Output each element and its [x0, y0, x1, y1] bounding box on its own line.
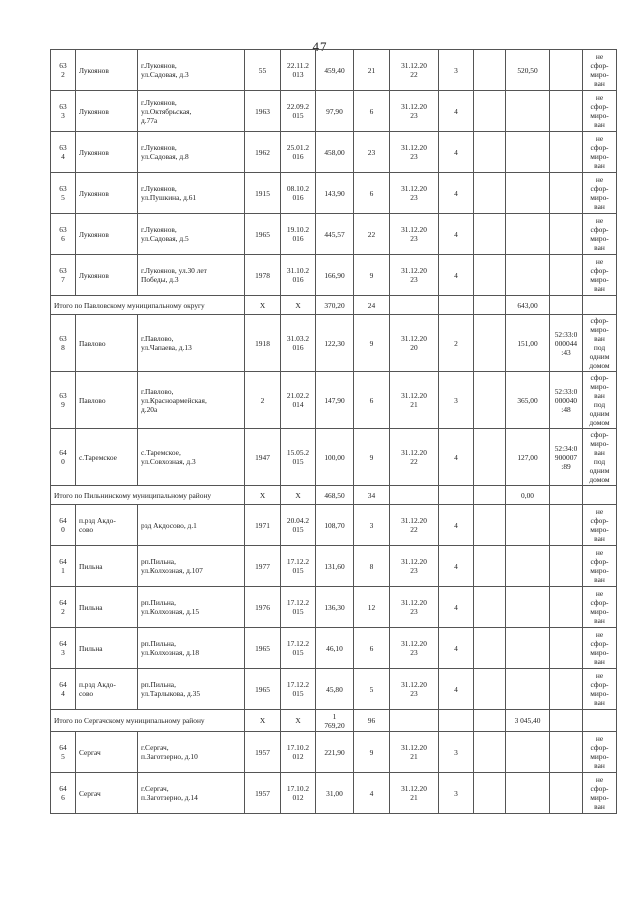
- cell-land-status: не сфор- миро- ван: [583, 546, 617, 587]
- cell-area: 46,10: [316, 628, 354, 669]
- cell-date-recognized: 17.12.2 015: [281, 587, 316, 628]
- cell-land-status: сфор- миро- ван под одним домом: [583, 315, 617, 372]
- cell-cadastral-number: [550, 773, 583, 814]
- cell-residents: 8: [354, 546, 390, 587]
- cell-stage: 3: [439, 773, 474, 814]
- cell-stage: 3: [439, 732, 474, 773]
- cell-relocation-date: 31.12.20 23: [390, 587, 439, 628]
- cell-row-number: 64 2: [51, 587, 76, 628]
- cell-date-recognized: 31.10.2 016: [281, 255, 316, 296]
- cell-stage: 4: [439, 546, 474, 587]
- cell-relocation-date: 31.12.20 21: [390, 732, 439, 773]
- cell-land-area: 520,50: [506, 50, 550, 91]
- cell-cadastral-number: [550, 628, 583, 669]
- cell-residents: 9: [354, 315, 390, 372]
- cell-stage: 3: [439, 372, 474, 429]
- cell-settlement: п.рзд Акдо- сово: [76, 669, 138, 710]
- table-row: [51, 429, 617, 486]
- cell-residents: 5: [354, 669, 390, 710]
- cell-stage: 4: [439, 91, 474, 132]
- cell-x-mark: Х: [245, 710, 281, 732]
- cell-relocation-date: 31.12.20 23: [390, 669, 439, 710]
- cell-blank: [583, 296, 617, 315]
- table-row: [51, 255, 617, 296]
- cell-year-built: 55: [245, 50, 281, 91]
- cell-stage: 4: [439, 628, 474, 669]
- cell-x-mark: Х: [281, 486, 316, 505]
- cell-blank: [439, 296, 474, 315]
- cell-area: 131,60: [316, 546, 354, 587]
- cell-total-area: 370,20: [316, 296, 354, 315]
- cell-land-area: [506, 132, 550, 173]
- cell-reserved: [474, 732, 506, 773]
- cell-settlement: Пильна: [76, 587, 138, 628]
- cell-date-recognized: 31.03.2 016: [281, 315, 316, 372]
- cell-land-area: [506, 173, 550, 214]
- cell-address: рзд Акдосово, д.1: [138, 505, 245, 546]
- cell-land-status: не сфор- миро- ван: [583, 255, 617, 296]
- cell-area: 458,00: [316, 132, 354, 173]
- cell-row-number: 63 9: [51, 372, 76, 429]
- cell-area: 459,40: [316, 50, 354, 91]
- cell-relocation-date: 31.12.20 23: [390, 628, 439, 669]
- cell-land-status: не сфор- миро- ван: [583, 50, 617, 91]
- cell-land-area: [506, 214, 550, 255]
- cell-relocation-date: 31.12.20 23: [390, 214, 439, 255]
- cell-settlement: Лукоянов: [76, 173, 138, 214]
- total-row: [51, 296, 617, 315]
- cell-row-number: 63 3: [51, 91, 76, 132]
- cell-land-status: сфор- миро- ван под одним домом: [583, 372, 617, 429]
- cell-residents: 6: [354, 628, 390, 669]
- cell-residents: 3: [354, 505, 390, 546]
- cell-date-recognized: 25.01.2 016: [281, 132, 316, 173]
- cell-address: г.Павлово, ул.Чапаева, д.13: [138, 315, 245, 372]
- cell-residents: 12: [354, 587, 390, 628]
- cell-relocation-date: 31.12.20 22: [390, 505, 439, 546]
- table-row: [51, 587, 617, 628]
- cell-date-recognized: 17.12.2 015: [281, 546, 316, 587]
- cell-settlement: Сергач: [76, 773, 138, 814]
- cell-relocation-date: 31.12.20 23: [390, 91, 439, 132]
- cell-row-number: 63 8: [51, 315, 76, 372]
- cell-reserved: [474, 505, 506, 546]
- cell-blank: [390, 486, 439, 505]
- cell-total-area: 1 769,20: [316, 710, 354, 732]
- cell-reserved: [474, 132, 506, 173]
- table-row: [51, 546, 617, 587]
- cell-address: г.Сергач, п.Заготзерно, д.14: [138, 773, 245, 814]
- cell-relocation-date: 31.12.20 23: [390, 173, 439, 214]
- cell-settlement: Пильна: [76, 628, 138, 669]
- cell-total-land-area: 3 045,40: [506, 710, 550, 732]
- cell-settlement: Пильна: [76, 546, 138, 587]
- cell-cadastral-number: [550, 505, 583, 546]
- cell-stage: 4: [439, 587, 474, 628]
- cell-cadastral-number: [550, 132, 583, 173]
- cell-year-built: 1965: [245, 669, 281, 710]
- cell-land-area: 151,00: [506, 315, 550, 372]
- table-row: [51, 669, 617, 710]
- table-row: [51, 505, 617, 546]
- cell-reserved: [474, 669, 506, 710]
- table-row: [51, 50, 617, 91]
- cell-blank: [474, 486, 506, 505]
- cell-address: г.Сергач, п.Заготзерно, д.10: [138, 732, 245, 773]
- cell-total-land-area: 0,00: [506, 486, 550, 505]
- cell-land-area: [506, 255, 550, 296]
- cell-year-built: 1957: [245, 773, 281, 814]
- cell-relocation-date: 31.12.20 21: [390, 773, 439, 814]
- cell-stage: 4: [439, 214, 474, 255]
- cell-settlement: Лукоянов: [76, 91, 138, 132]
- cell-year-built: 1965: [245, 628, 281, 669]
- cell-x-mark: Х: [245, 296, 281, 315]
- cell-blank: [550, 710, 583, 732]
- cell-date-recognized: 17.10.2 012: [281, 773, 316, 814]
- cell-cadastral-number: 52:33:0 000040 :48: [550, 372, 583, 429]
- cell-land-area: [506, 546, 550, 587]
- cell-x-mark: Х: [245, 486, 281, 505]
- cell-reserved: [474, 173, 506, 214]
- cell-settlement: Сергач: [76, 732, 138, 773]
- cell-x-mark: Х: [281, 296, 316, 315]
- cell-area: 108,70: [316, 505, 354, 546]
- cell-date-recognized: 20.04.2 015: [281, 505, 316, 546]
- cell-stage: 4: [439, 173, 474, 214]
- cell-total-residents: 96: [354, 710, 390, 732]
- cell-land-status: не сфор- миро- ван: [583, 505, 617, 546]
- cell-blank: [550, 486, 583, 505]
- cell-residents: 9: [354, 732, 390, 773]
- cell-date-recognized: 17.10.2 012: [281, 732, 316, 773]
- cell-year-built: 1915: [245, 173, 281, 214]
- cell-relocation-date: 31.12.20 22: [390, 50, 439, 91]
- cell-address: рп.Пильна, ул.Колхозная, д.107: [138, 546, 245, 587]
- cell-reserved: [474, 372, 506, 429]
- cell-reserved: [474, 546, 506, 587]
- cell-settlement: Лукоянов: [76, 50, 138, 91]
- cell-land-status: не сфор- миро- ван: [583, 214, 617, 255]
- cell-stage: 3: [439, 50, 474, 91]
- cell-address: рп.Пильна, ул.Колхозная, д.18: [138, 628, 245, 669]
- cell-land-status: не сфор- миро- ван: [583, 669, 617, 710]
- cell-blank: [474, 296, 506, 315]
- cell-reserved: [474, 773, 506, 814]
- cell-land-status: не сфор- миро- ван: [583, 173, 617, 214]
- cell-x-mark: Х: [281, 710, 316, 732]
- cell-address: г.Лукоянов, ул.Пушкина, д.61: [138, 173, 245, 214]
- cell-reserved: [474, 315, 506, 372]
- cell-land-area: [506, 505, 550, 546]
- cell-land-area: [506, 91, 550, 132]
- cell-cadastral-number: [550, 214, 583, 255]
- cell-address: г.Лукоянов, ул.Садовая, д.5: [138, 214, 245, 255]
- register-body: [51, 50, 617, 814]
- cell-year-built: 1965: [245, 214, 281, 255]
- cell-year-built: 1947: [245, 429, 281, 486]
- cell-settlement: Лукоянов: [76, 255, 138, 296]
- cell-address: г.Лукоянов, ул.Октябрьская, д.77а: [138, 91, 245, 132]
- cell-residents: 6: [354, 173, 390, 214]
- cell-blank: [390, 296, 439, 315]
- cell-relocation-date: 31.12.20 23: [390, 132, 439, 173]
- cell-year-built: 2: [245, 372, 281, 429]
- table-row: [51, 628, 617, 669]
- cell-date-recognized: 17.12.2 015: [281, 669, 316, 710]
- cell-address: г.Лукоянов, ул.Садовая, д.3: [138, 50, 245, 91]
- cell-year-built: 1963: [245, 91, 281, 132]
- cell-land-area: [506, 587, 550, 628]
- cell-cadastral-number: [550, 173, 583, 214]
- table-row: [51, 132, 617, 173]
- cell-blank: [439, 486, 474, 505]
- cell-area: 97,90: [316, 91, 354, 132]
- cell-year-built: 1976: [245, 587, 281, 628]
- cell-residents: 9: [354, 255, 390, 296]
- cell-date-recognized: 15.05.2 015: [281, 429, 316, 486]
- cell-year-built: 1957: [245, 732, 281, 773]
- table-row: [51, 315, 617, 372]
- cell-row-number: 64 6: [51, 773, 76, 814]
- cell-row-number: 63 6: [51, 214, 76, 255]
- cell-land-area: [506, 628, 550, 669]
- cell-residents: 21: [354, 50, 390, 91]
- cell-row-number: 63 4: [51, 132, 76, 173]
- cell-land-area: [506, 773, 550, 814]
- cell-row-number: 64 0: [51, 505, 76, 546]
- cell-reserved: [474, 628, 506, 669]
- cell-area: 221,90: [316, 732, 354, 773]
- cell-blank: [390, 710, 439, 732]
- cell-cadastral-number: 52:33:0 000044 :43: [550, 315, 583, 372]
- cell-stage: 2: [439, 315, 474, 372]
- cell-area: 122,30: [316, 315, 354, 372]
- cell-relocation-date: 31.12.20 21: [390, 372, 439, 429]
- cell-year-built: 1918: [245, 315, 281, 372]
- cell-area: 147,90: [316, 372, 354, 429]
- cell-blank: [439, 710, 474, 732]
- cell-total-land-area: 643,00: [506, 296, 550, 315]
- cell-row-number: 64 5: [51, 732, 76, 773]
- cell-date-recognized: 08.10.2 016: [281, 173, 316, 214]
- cell-land-status: не сфор- миро- ван: [583, 773, 617, 814]
- cell-residents: 6: [354, 91, 390, 132]
- cell-row-number: 64 1: [51, 546, 76, 587]
- cell-cadastral-number: [550, 50, 583, 91]
- cell-blank: [474, 710, 506, 732]
- cell-cadastral-number: [550, 546, 583, 587]
- cell-cadastral-number: [550, 732, 583, 773]
- cell-date-recognized: 17.12.2 015: [281, 628, 316, 669]
- cell-land-status: не сфор- миро- ван: [583, 628, 617, 669]
- table-row: [51, 773, 617, 814]
- cell-year-built: 1962: [245, 132, 281, 173]
- cell-total-area: 468,50: [316, 486, 354, 505]
- total-label: Итого по Сергачскому муниципальному району: [51, 710, 245, 732]
- cell-land-area: 127,00: [506, 429, 550, 486]
- cell-relocation-date: 31.12.20 23: [390, 255, 439, 296]
- cell-relocation-date: 31.12.20 20: [390, 315, 439, 372]
- cell-cadastral-number: [550, 669, 583, 710]
- cell-row-number: 63 2: [51, 50, 76, 91]
- cell-stage: 4: [439, 505, 474, 546]
- cell-cadastral-number: [550, 91, 583, 132]
- cell-reserved: [474, 429, 506, 486]
- cell-date-recognized: 22.09.2 015: [281, 91, 316, 132]
- cell-date-recognized: 19.10.2 016: [281, 214, 316, 255]
- cell-blank: [583, 486, 617, 505]
- cell-land-area: [506, 732, 550, 773]
- total-label: Итого по Павловскому муниципальному округу: [51, 296, 245, 315]
- cell-blank: [583, 710, 617, 732]
- cell-land-status: не сфор- миро- ван: [583, 91, 617, 132]
- cell-address: рп.Пильна, ул.Тарлыкова, д.35: [138, 669, 245, 710]
- table-row: [51, 91, 617, 132]
- cell-residents: 6: [354, 372, 390, 429]
- table-row: [51, 732, 617, 773]
- cell-cadastral-number: [550, 255, 583, 296]
- cell-area: 166,90: [316, 255, 354, 296]
- cell-address: г.Павлово, ул.Красноармейская, д.20а: [138, 372, 245, 429]
- cell-land-status: не сфор- миро- ван: [583, 587, 617, 628]
- cell-stage: 4: [439, 132, 474, 173]
- cell-area: 445,57: [316, 214, 354, 255]
- total-row: [51, 486, 617, 505]
- cell-year-built: 1977: [245, 546, 281, 587]
- cell-row-number: 64 4: [51, 669, 76, 710]
- cell-settlement: п.рзд Акдо- сово: [76, 505, 138, 546]
- housing-register-table: [50, 49, 617, 814]
- table-row: [51, 372, 617, 429]
- cell-stage: 4: [439, 669, 474, 710]
- cell-reserved: [474, 587, 506, 628]
- cell-address: г.Лукоянов, ул.Садовая, д.8: [138, 132, 245, 173]
- cell-area: 45,80: [316, 669, 354, 710]
- cell-settlement: Павлово: [76, 315, 138, 372]
- cell-relocation-date: 31.12.20 23: [390, 546, 439, 587]
- cell-settlement: с.Таремское: [76, 429, 138, 486]
- cell-cadastral-number: 52:34:0 900007 :89: [550, 429, 583, 486]
- cell-year-built: 1978: [245, 255, 281, 296]
- cell-row-number: 64 3: [51, 628, 76, 669]
- cell-total-residents: 34: [354, 486, 390, 505]
- total-row: [51, 710, 617, 732]
- cell-land-status: не сфор- миро- ван: [583, 732, 617, 773]
- cell-land-area: [506, 669, 550, 710]
- cell-residents: 4: [354, 773, 390, 814]
- cell-stage: 4: [439, 255, 474, 296]
- cell-area: 143,90: [316, 173, 354, 214]
- cell-reserved: [474, 214, 506, 255]
- cell-residents: 22: [354, 214, 390, 255]
- cell-settlement: Лукоянов: [76, 132, 138, 173]
- page-number: 47: [312, 39, 328, 54]
- cell-address: рп.Пильна, ул.Колхозная, д.15: [138, 587, 245, 628]
- cell-row-number: 63 7: [51, 255, 76, 296]
- cell-total-residents: 24: [354, 296, 390, 315]
- table-row: [51, 173, 617, 214]
- cell-reserved: [474, 50, 506, 91]
- cell-year-built: 1971: [245, 505, 281, 546]
- cell-row-number: 64 0: [51, 429, 76, 486]
- cell-land-area: 365,00: [506, 372, 550, 429]
- cell-land-status: не сфор- миро- ван: [583, 132, 617, 173]
- cell-stage: 4: [439, 429, 474, 486]
- cell-reserved: [474, 255, 506, 296]
- cell-address: г.Лукоянов, ул.30 лет Победы, д.3: [138, 255, 245, 296]
- cell-settlement: Павлово: [76, 372, 138, 429]
- cell-date-recognized: 21.02.2 014: [281, 372, 316, 429]
- total-label: Итого по Пильнинскому муниципальному району: [51, 486, 245, 505]
- cell-row-number: 63 5: [51, 173, 76, 214]
- cell-date-recognized: 22.11.2 013: [281, 50, 316, 91]
- cell-residents: 23: [354, 132, 390, 173]
- cell-blank: [550, 296, 583, 315]
- cell-reserved: [474, 91, 506, 132]
- cell-address: с.Таремское, ул.Совхозная, д.3: [138, 429, 245, 486]
- cell-residents: 9: [354, 429, 390, 486]
- cell-land-status: сфор- миро- ван под одним домом: [583, 429, 617, 486]
- cell-area: 31,00: [316, 773, 354, 814]
- cell-settlement: Лукоянов: [76, 214, 138, 255]
- table-row: [51, 214, 617, 255]
- cell-area: 136,30: [316, 587, 354, 628]
- cell-relocation-date: 31.12.20 22: [390, 429, 439, 486]
- cell-cadastral-number: [550, 587, 583, 628]
- cell-area: 100,00: [316, 429, 354, 486]
